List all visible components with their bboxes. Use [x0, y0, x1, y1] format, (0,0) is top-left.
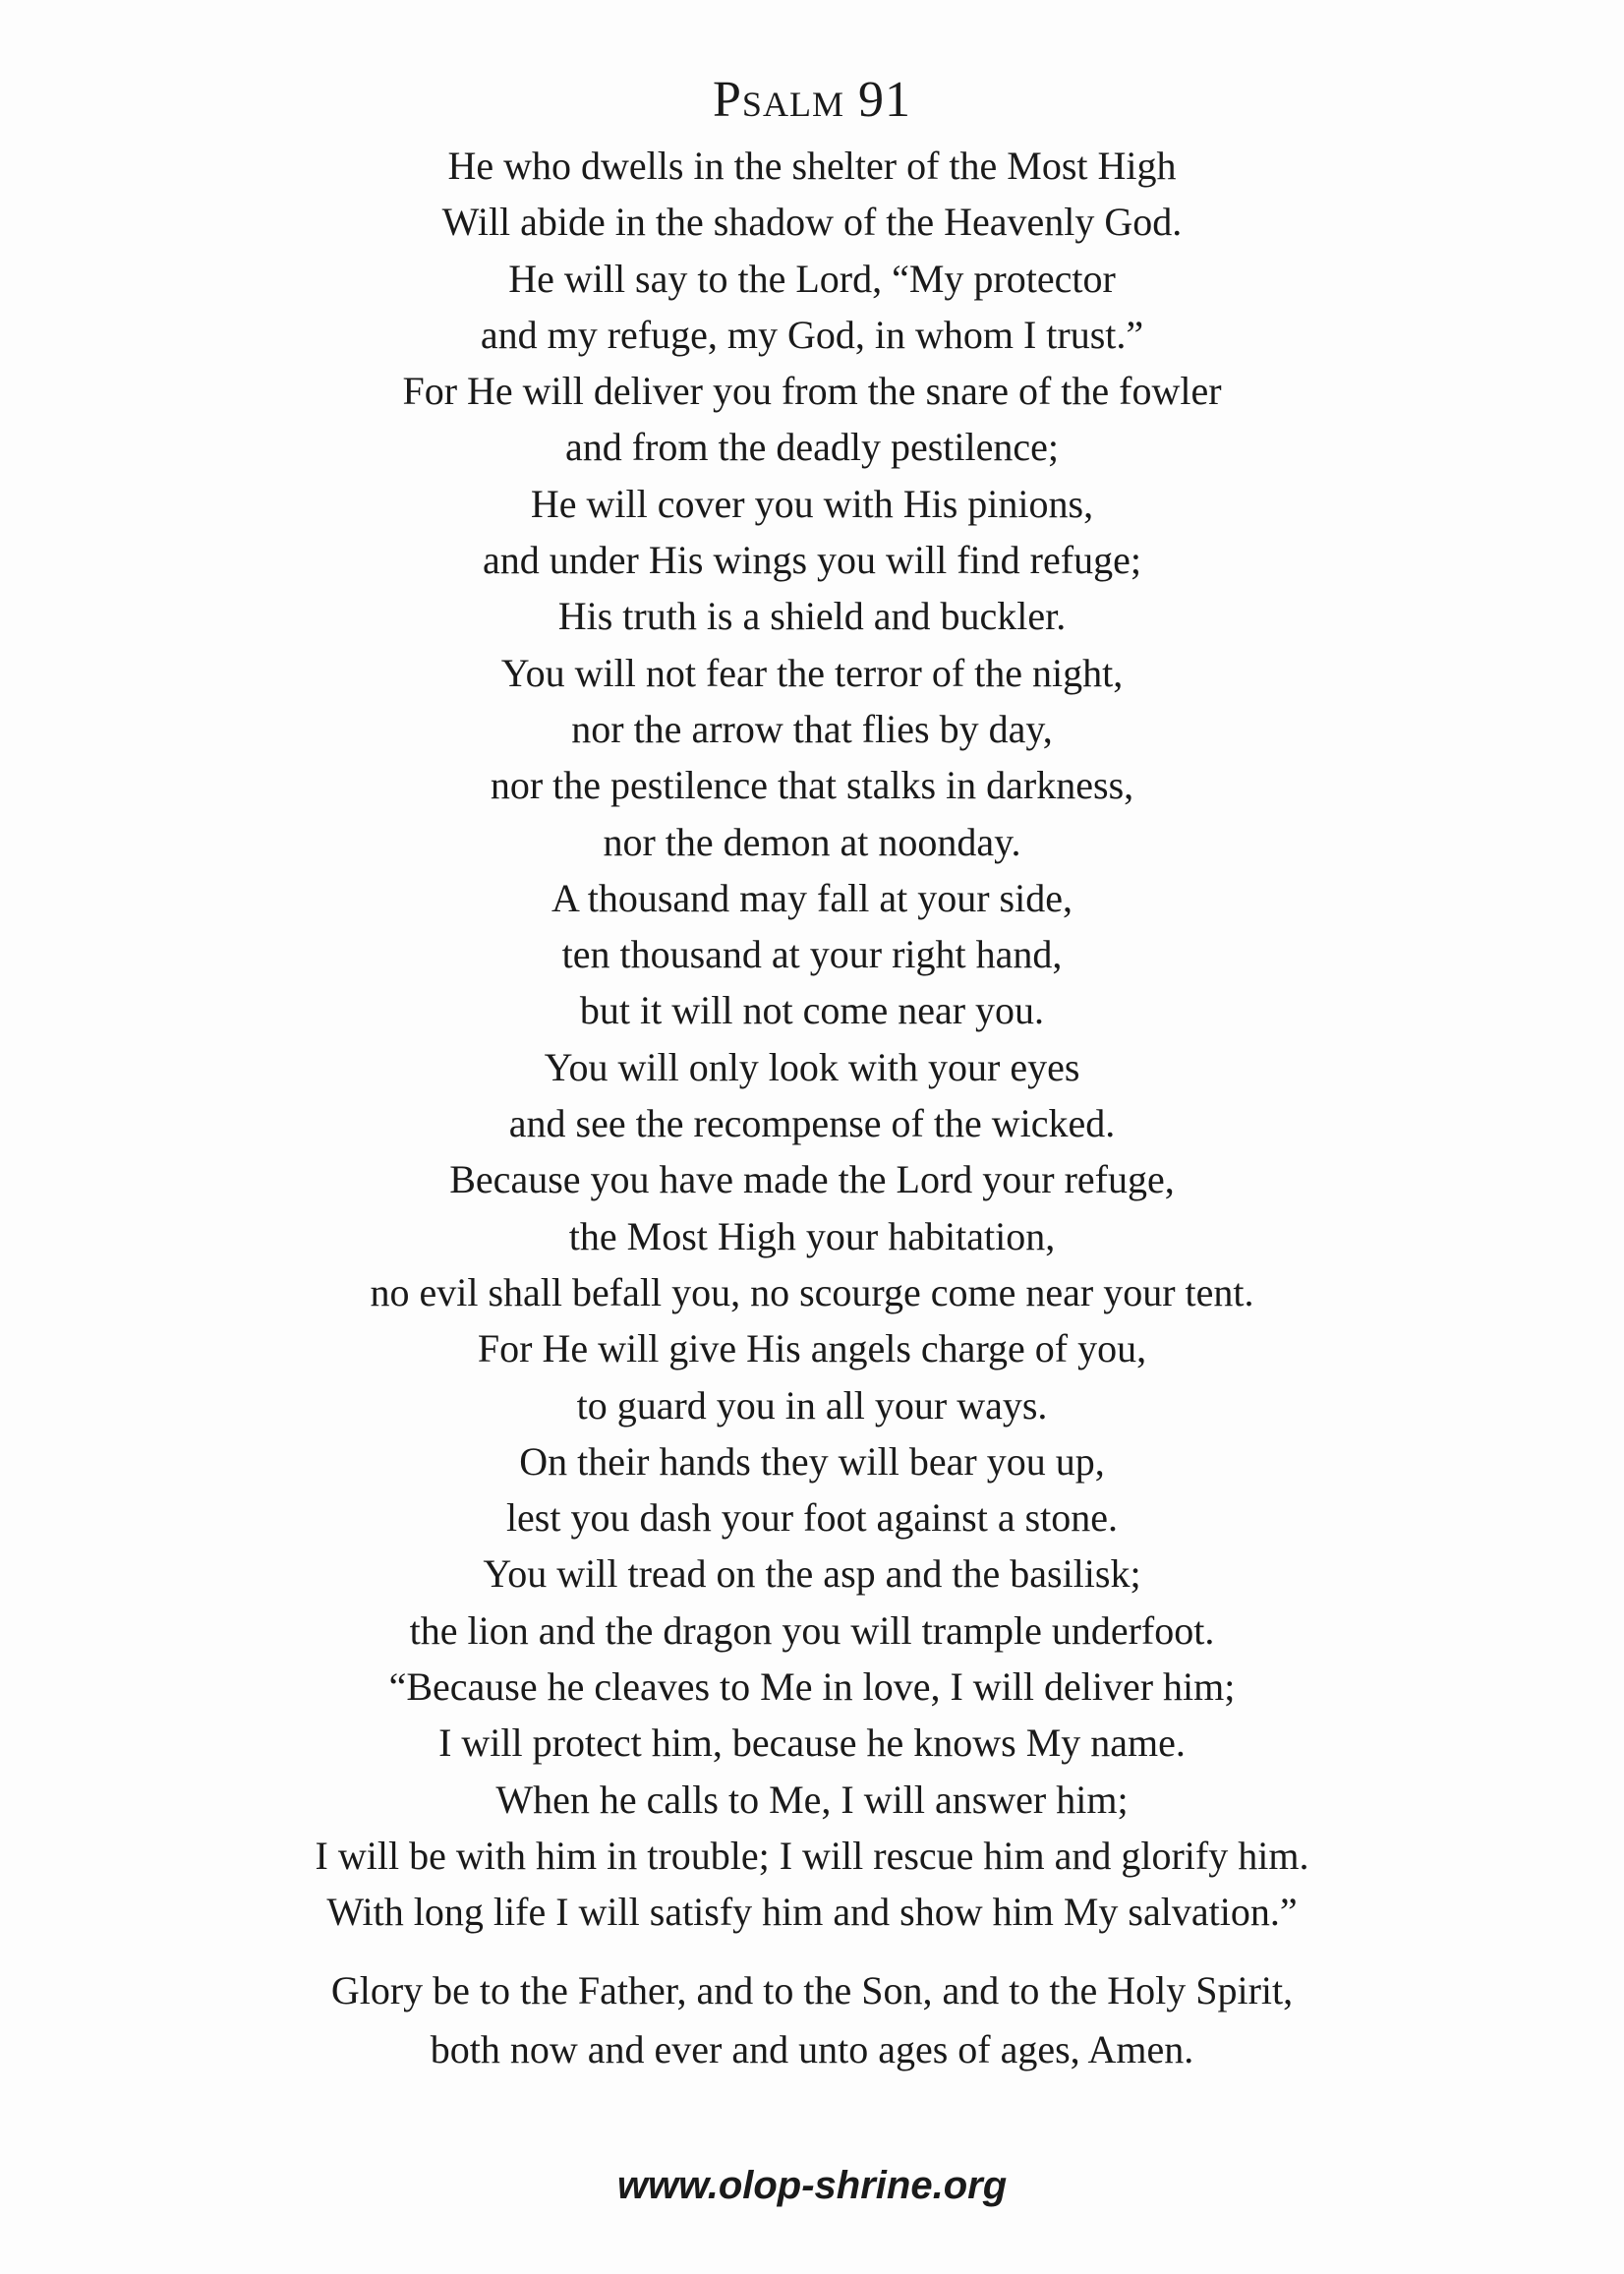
verse-line: the Most High your habitation, — [568, 1213, 1056, 1258]
verse-line: For He will give His angels charge of you, — [477, 1326, 1147, 1371]
verse-line: With long life I will satisfy him and show him My salvation.” — [326, 1890, 1298, 1935]
verse-line: nor the arrow that flies by day, — [571, 706, 1053, 751]
verse-line: When he calls to Me, I will answer him; — [495, 1777, 1129, 1822]
psalm-verses — [0, 138, 1624, 1941]
verse-line: and see the recompense of the wicked. — [508, 1101, 1116, 1146]
verse-line: A thousand may fall at your side, — [551, 875, 1073, 920]
doxology-line: Glory be to the Father, and to the Son, and to the Holy Spirit, — [330, 1968, 1294, 2012]
website-url: www.olop-shrine.org — [616, 2164, 1008, 2207]
doxology-line: both now and ever and unto ages of ages, Amen. — [430, 2027, 1194, 2071]
verse-line: “Because he cleaves to Me in love, I will deliver him; — [388, 1664, 1236, 1710]
verse-line: I will protect him, because he knows My name. — [438, 1720, 1186, 1766]
verse-line: ten thousand at your right hand, — [561, 932, 1063, 977]
verse-line: Will abide in the shadow of the Heavenly God. — [441, 200, 1183, 245]
verse-line: the lion and the dragon you will trample underfoot. — [409, 1607, 1215, 1653]
verse-line: His truth is a shield and buckler. — [557, 594, 1067, 639]
verse-line: He who dwells in the shelter of the Most High — [447, 144, 1177, 188]
verse-line: and from the deadly pestilence; — [564, 425, 1060, 470]
verse-line: He will say to the Lord, “My protector — [508, 256, 1116, 301]
verse-line: but it will not come near you. — [579, 988, 1045, 1033]
verse-line: to guard you in all your ways. — [576, 1382, 1048, 1428]
verse-line: nor the demon at noonday. — [603, 819, 1021, 864]
verse-line: You will only look with your eyes — [544, 1044, 1080, 1089]
doxology — [0, 1961, 1624, 2079]
verse-line: For He will deliver you from the snare of the fowler — [402, 369, 1222, 414]
verse-line: and my refuge, my God, in whom I trust.” — [480, 312, 1144, 357]
verse-line: He will cover you with His pinions, — [530, 481, 1094, 526]
verse-line: nor the pestilence that stalks in darkness, — [490, 763, 1134, 808]
verse-line: You will tread on the asp and the basilisk; — [483, 1551, 1141, 1597]
verse-line: I will be with him in trouble; I will rescue him and glorify him. — [315, 1833, 1309, 1878]
verse-line: and under His wings you will find refuge; — [483, 538, 1141, 583]
verse-line: You will not fear the terror of the night, — [500, 650, 1124, 695]
verse-line: On their hands they will bear you up, — [519, 1438, 1105, 1484]
verse-line: lest you dash your foot against a stone. — [505, 1495, 1119, 1541]
verse-line: Because you have made the Lord your refuge, — [449, 1157, 1175, 1202]
verse-line: no evil shall befall you, no scourge come near your tent. — [370, 1269, 1254, 1314]
page-title: Psalm 91 — [713, 72, 911, 128]
